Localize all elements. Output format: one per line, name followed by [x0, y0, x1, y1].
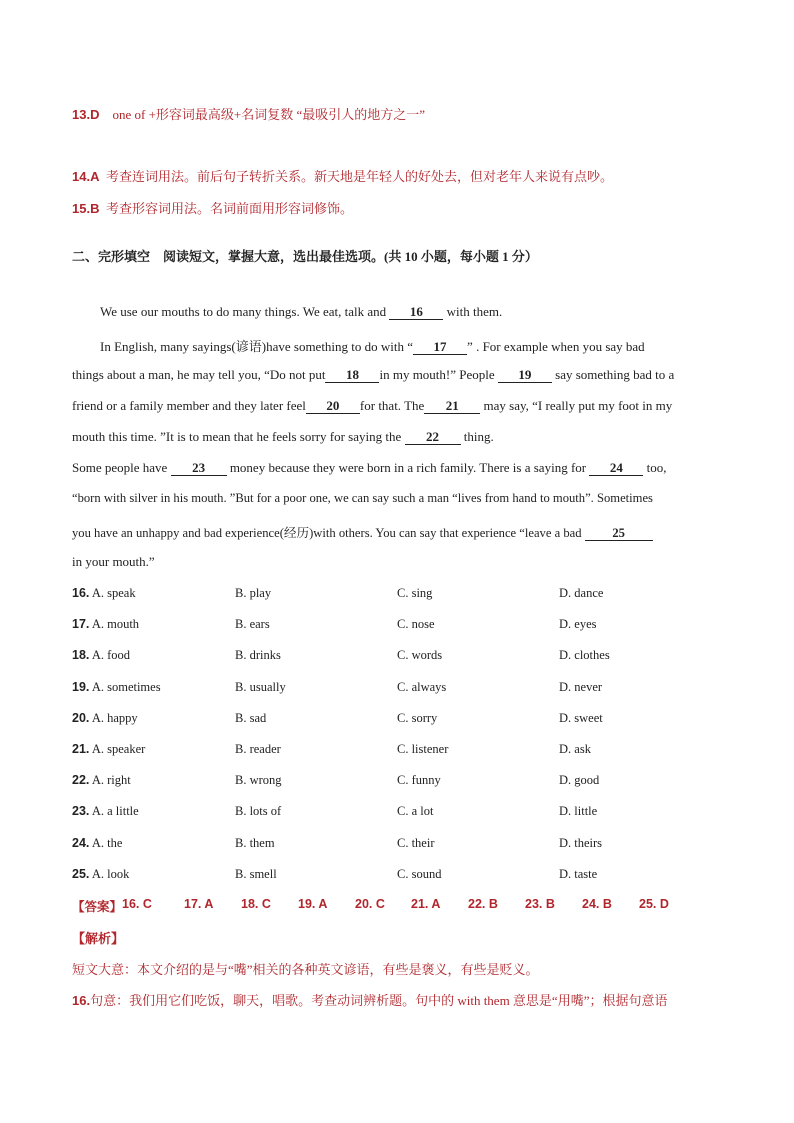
option-text: C. always — [397, 679, 447, 694]
option-text: B. play — [235, 586, 272, 600]
question-19-option-b — [235, 680, 286, 695]
question-number: 24. — [72, 835, 90, 850]
note-number: 16. — [72, 993, 91, 1008]
option-text: D. good — [559, 773, 600, 788]
question-18-option-a — [72, 648, 130, 663]
answer-item: 25. D — [639, 897, 669, 911]
question-23-option-d — [559, 804, 597, 819]
question-number: 20. — [72, 710, 90, 725]
analysis-label: 【解析】 — [72, 931, 125, 946]
option-text: D. sweet — [559, 710, 603, 725]
option-text: D. ask — [559, 742, 591, 756]
passage-text: things about a man, he may tell you, “Do not put — [72, 367, 326, 382]
question-21-option-c — [397, 742, 448, 757]
explanation-number: 15.B — [72, 201, 100, 216]
question-17-option-c — [397, 617, 435, 632]
option-text: B. them — [235, 835, 275, 850]
answer-item: 20. C — [355, 897, 385, 911]
blank-24: 24 — [589, 461, 643, 476]
passage-text: friend or a family member and they later feel — [72, 398, 306, 413]
question-17-option-b — [235, 617, 270, 632]
question-22-option-b — [235, 773, 282, 788]
option-text: B. usually — [235, 679, 286, 694]
option-text: A. food — [91, 648, 131, 663]
passage-line-9: in your mouth.” — [72, 554, 155, 569]
option-text: C. a lot — [397, 804, 434, 819]
passage-line-3 — [72, 367, 674, 383]
question-23-option-b — [235, 804, 281, 819]
passage-text: money because they were born in a rich family. There is a saying for — [226, 460, 590, 475]
explanation-number: 14.A — [72, 169, 100, 184]
explanation-13 — [72, 104, 425, 123]
passage-text: say something bad to a — [551, 367, 675, 382]
passage-text: may say, “I really put my foot in my — [480, 398, 673, 413]
section-heading: 二、完形填空 阅读短文，掌握大意，选出最佳选项。(共 10 小题，每小题 1 分） — [72, 249, 538, 264]
option-text: D. taste — [559, 866, 598, 881]
option-text: D. dance — [559, 586, 604, 600]
passage-line-2 — [100, 336, 645, 355]
option-text: C. listener — [397, 742, 449, 756]
question-number: 17. — [72, 617, 90, 632]
q16-note — [72, 990, 667, 1009]
passage-text: thing. — [460, 429, 494, 444]
option-text: C. funny — [397, 773, 441, 788]
note-text: 句意：我们用它们吃饭，聊天，唱歌。考查动词辨析题。句中的 with them 意思是“用嘴”；根据句意语 — [90, 993, 668, 1008]
question-number: 25. — [72, 866, 90, 881]
question-25-option-c — [397, 867, 441, 882]
passage-text: In English, many sayings(谚语)have something to do with “ — [100, 339, 414, 354]
option-text: D. clothes — [559, 648, 610, 663]
passage-line-8 — [72, 522, 653, 541]
question-22-option-d — [559, 773, 599, 788]
option-text: A. mouth — [91, 617, 140, 632]
question-16-option-c — [397, 586, 432, 601]
blank-16: 16 — [389, 305, 443, 320]
option-text: D. never — [559, 679, 603, 694]
question-21-option-d — [559, 742, 591, 757]
explanation-15 — [72, 198, 353, 217]
passage-text: ” . For example when you say bad — [467, 339, 645, 354]
option-text: C. sound — [397, 866, 442, 881]
blank-20: 20 — [306, 399, 360, 414]
passage-text: too, — [643, 460, 667, 475]
question-18-option-d — [559, 648, 610, 663]
option-text: B. sad — [235, 710, 267, 725]
option-text: C. words — [397, 648, 443, 663]
question-16-option-d — [559, 586, 603, 601]
option-text: A. the — [91, 835, 123, 850]
explanation-text: 考查连词用法。前后句子转折关系。新天地是年轻人的好处去，但对老年人来说有点吵。 — [105, 169, 613, 184]
question-18-option-c — [397, 648, 442, 663]
blank-23: 23 — [171, 461, 227, 476]
question-number: 16. — [72, 586, 90, 600]
question-25-option-d — [559, 867, 597, 882]
passage-line-5 — [72, 429, 494, 445]
option-text: B. ears — [235, 617, 270, 632]
passage-line-7: “born with silver in his mouth. ”But for a poor one, we can say such a man “lives from hand to mouth”. Sometimes — [72, 491, 653, 505]
option-text: C. their — [397, 835, 435, 850]
question-number: 21. — [72, 742, 90, 756]
question-18-option-b — [235, 648, 281, 663]
option-text: A. speak — [91, 586, 136, 600]
explanation-text: 考查形容词用法。名词前面用形容词修饰。 — [105, 201, 353, 216]
question-number: 23. — [72, 804, 90, 819]
option-text: C. sorry — [397, 710, 438, 725]
question-20-option-b — [235, 711, 266, 726]
question-17-option-a — [72, 617, 139, 632]
answer-item: 16. C — [122, 897, 152, 911]
explanation-number: 13.D — [72, 107, 100, 122]
question-22-option-c — [397, 773, 441, 788]
question-23-option-c — [397, 804, 433, 819]
passage-line-6 — [72, 460, 666, 476]
question-19-option-a — [72, 680, 161, 695]
question-16-option-b — [235, 586, 271, 601]
explanation-14 — [72, 166, 613, 185]
answer-label: 【答案】 — [72, 900, 123, 914]
question-24-option-b — [235, 836, 275, 851]
option-text: D. theirs — [559, 835, 603, 850]
passage-text: Some people have — [72, 460, 171, 475]
option-text: A. right — [91, 773, 131, 788]
question-25-option-a — [72, 867, 129, 882]
option-text: B. drinks — [235, 648, 281, 663]
passage-line-1 — [100, 304, 502, 320]
answer-item: 23. B — [525, 897, 555, 911]
answer-item: 24. B — [582, 897, 612, 911]
question-20-option-d — [559, 711, 603, 726]
question-19-option-d — [559, 680, 602, 695]
option-text: A. look — [91, 866, 130, 881]
answer-key — [72, 897, 122, 915]
question-19-option-c — [397, 680, 446, 695]
question-number: 18. — [72, 648, 90, 663]
explanation-text: one of +形容词最高级+名词复数 “最吸引人的地方之一” — [112, 107, 426, 122]
option-text: D. eyes — [559, 617, 597, 632]
option-text: A. speaker — [91, 742, 146, 756]
option-text: B. smell — [235, 866, 277, 881]
question-24-option-a — [72, 836, 122, 851]
passage-text: you have an unhappy and bad experience(经历)with others. You can say that experience “leave a bad — [72, 526, 585, 540]
question-16-option-a — [72, 586, 136, 601]
option-text: A. sometimes — [91, 679, 161, 694]
blank-21: 21 — [424, 399, 480, 414]
question-24-option-d — [559, 836, 602, 851]
question-20-option-c — [397, 711, 437, 726]
question-21-option-a — [72, 742, 145, 757]
option-text: A. happy — [91, 710, 138, 725]
passage-line-4 — [72, 398, 672, 414]
summary-text: 短文大意：本文介绍的是与“嘴”相关的各种英文谚语，有些是褒义，有些是贬义。 — [72, 962, 539, 977]
blank-18: 18 — [325, 368, 379, 383]
passage-text: We use our mouths to do many things. We eat, talk and — [100, 304, 390, 319]
answer-item: 17. A — [184, 897, 214, 911]
answer-item: 22. B — [468, 897, 498, 911]
passage-text: for that. The — [359, 398, 425, 413]
passage-text: mouth this time. ”It is to mean that he feels sorry for saying the — [72, 429, 405, 444]
option-text: D. little — [559, 804, 598, 819]
passage-text: with them. — [443, 304, 503, 319]
question-25-option-b — [235, 867, 277, 882]
option-text: C. nose — [397, 617, 435, 632]
question-21-option-b — [235, 742, 281, 757]
option-text: B. wrong — [235, 773, 282, 788]
blank-25: 25 — [585, 526, 653, 541]
question-22-option-a — [72, 773, 131, 788]
question-number: 22. — [72, 773, 90, 788]
question-17-option-d — [559, 617, 597, 632]
blank-22: 22 — [405, 430, 461, 445]
answer-item: 19. A — [298, 897, 328, 911]
question-23-option-a — [72, 804, 139, 819]
option-text: B. reader — [235, 742, 281, 756]
option-text: B. lots of — [235, 804, 282, 819]
option-text: A. a little — [91, 804, 139, 819]
question-number: 19. — [72, 679, 90, 694]
question-20-option-a — [72, 711, 138, 726]
blank-17: 17 — [413, 340, 467, 355]
answer-item: 18. C — [241, 897, 271, 911]
answer-item: 21. A — [411, 897, 441, 911]
question-24-option-c — [397, 836, 435, 851]
option-text: C. sing — [397, 586, 433, 600]
blank-19: 19 — [498, 368, 552, 383]
passage-text: in my mouth!” People — [379, 367, 498, 382]
